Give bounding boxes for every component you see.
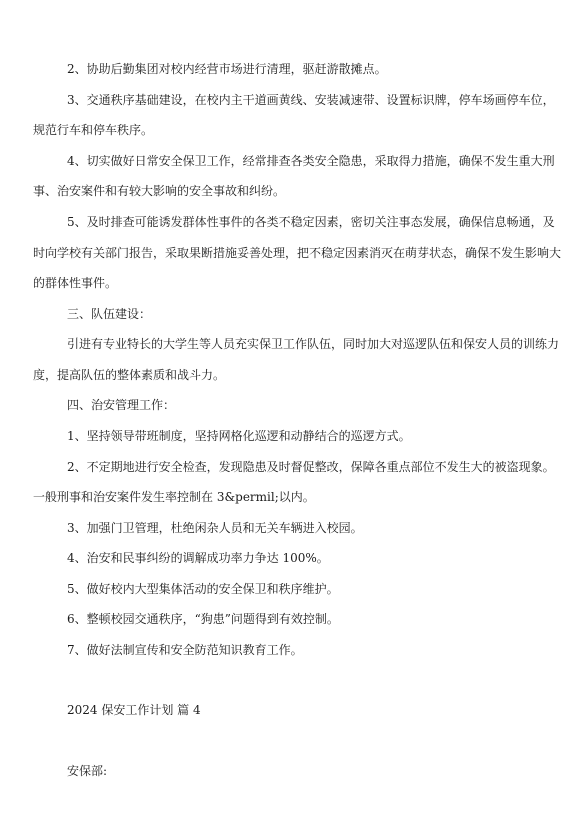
paragraph-line: 度，提高队伍的整体素质和战斗力。 — [33, 368, 226, 382]
paragraph-line: 3、交通秩序基础建设，在校内主干道画黄线、安装减速带、设置标识牌，停车场画停车位， — [67, 93, 555, 107]
list-item: 6、整顿校园交通秩序，“狗患”问题得到有效控制。 — [67, 612, 339, 626]
section-title: 2024 保安工作计划 篇 4 — [67, 703, 201, 717]
list-item: 4、治安和民事纠纷的调解成功率力争达 100%。 — [67, 551, 329, 565]
paragraph-line: 事、治安案件和有较大影响的安全事故和纠纷。 — [33, 184, 286, 198]
section-heading: 三、队伍建设： — [67, 307, 152, 321]
paragraph-line: 规范行车和停车秩序。 — [33, 123, 154, 137]
paragraph-line: 的群体性事件。 — [33, 276, 118, 290]
list-item: 2、不定期地进行安全检查，发现隐患及时督促整改，保障各重点部位不发生大的被盗现象。 — [67, 460, 555, 474]
list-item: 5、做好校内大型集体活动的安全保卫和秩序维护。 — [67, 582, 339, 596]
section-heading: 四、治安管理工作： — [67, 398, 176, 412]
paragraph-line: 5、及时排查可能诱发群体性事件的各类不稳定因素，密切关注事态发展，确保信息畅通，及 — [67, 215, 555, 229]
paragraph-line: 引进有专业特长的大学生等人员充实保卫工作队伍，同时加大对巡逻队伍和保安人员的训练力 — [67, 337, 560, 351]
list-item-continuation: 一般刑事和治安案件发生率控制在 3&permil;以内。 — [33, 490, 315, 504]
paragraph-line: 4、切实做好日常安全保卫工作，经常排查各类安全隐患，采取得力措施，确保不发生重大刑 — [67, 154, 555, 168]
list-item: 7、做好法制宣传和安全防范知识教育工作。 — [67, 643, 303, 657]
list-item: 1、坚持领导带班制度，坚持网格化巡逻和动静结合的巡逻方式。 — [67, 429, 411, 443]
recipient-line: 安保部: — [67, 764, 108, 778]
paragraph-line: 2、协助后勤集团对校内经营市场进行清理，驱赶游散摊点。 — [67, 62, 387, 76]
list-item: 3、加强门卫管理，杜绝闲杂人员和无关车辆进入校园。 — [67, 521, 363, 535]
paragraph-line: 时向学校有关部门报告，采取果断措施妥善处理，把不稳定因素消灭在萌芽状态，确保不发生影响大 — [33, 246, 562, 260]
